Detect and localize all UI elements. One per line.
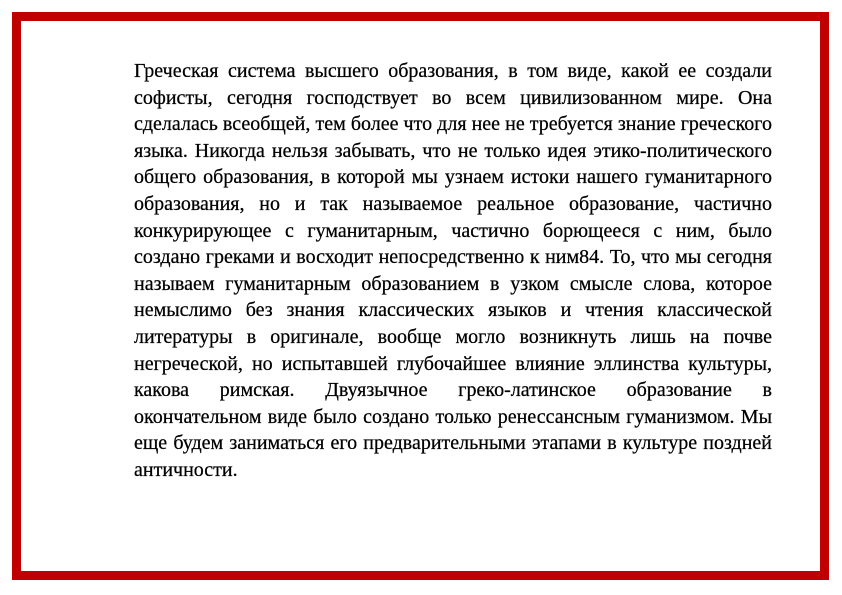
body-paragraph: Греческая система высшего образования, в том виде, какой ее создали софисты, сегодня господствует во всем цивилизованном мире. Она сделалась всеобщей, тем более что для нее не требуется знание греческого языка. Никогда нельзя забывать, что не только идея этико-политического общего образования, в которой мы узнаем истоки нашего гуманитарного образования, но и так называемое реальное образование, частично конкурирующее с гуманитарным, частично борющееся с ним, было создано греками и восходит непосредственно к ним84. То, что мы сегодня называем гуманитарным образованием в узком смысле слова, которое немыслимо без знания классических языков и чтения классической литературы в оригинале, вообще могло возникнуть лишь на почве негреческой, но испытавшей глубочайшее влияние эллинства культуры, какова римская. Двуязычное греко-латинское образование в окончательном виде было создано только ренессансным гуманизмом. Мы еще будем заниматься его предварительными этапами в культуре поздней античности. <box>134 60 772 481</box>
